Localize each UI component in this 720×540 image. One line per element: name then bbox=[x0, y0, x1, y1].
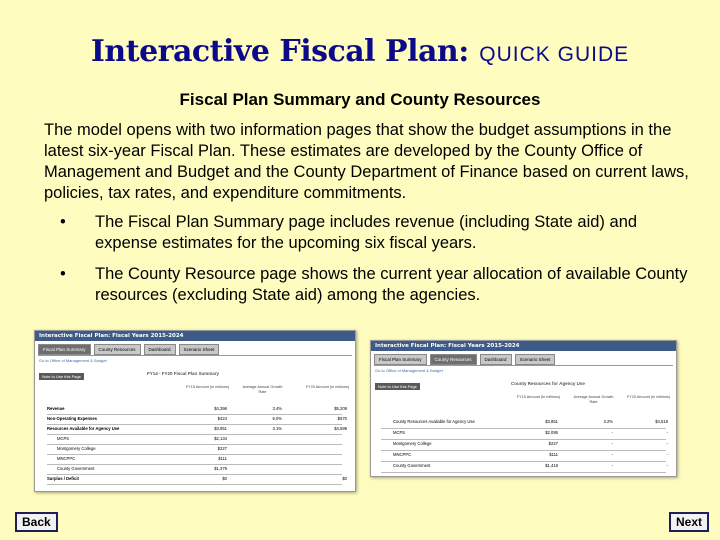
table-row-divider bbox=[381, 428, 666, 429]
intro-paragraph: The model opens with two information pages that show the budget assumptions in the latest six-year Fiscal Plan. These estimates are developed by the County Office of Management and Budget and the County Department of Finance based on current laws, policies, tax rates, and expenditure commitments. bbox=[44, 121, 689, 202]
table-cell: $111 bbox=[218, 456, 227, 461]
table-row-divider bbox=[47, 454, 342, 455]
screenshot-window-title: Interactive Fiscal Plan: Fiscal Years 2015-2024 bbox=[35, 331, 355, 341]
table-cell: $4,396 bbox=[214, 406, 227, 411]
bullet-text: The County Resource page shows the current year allocation of available County resources (excluding State aid) among the agencies. bbox=[95, 265, 688, 304]
table-cell: $3,851 bbox=[545, 419, 558, 424]
table-row-divider bbox=[47, 434, 342, 435]
table-cell: $4,599 bbox=[334, 426, 347, 431]
table-row-label: Montgomery College bbox=[393, 441, 432, 446]
table-row-label: MCPS bbox=[57, 436, 70, 441]
table-row-label: MNCPPC bbox=[57, 456, 76, 461]
table-cell: $227 bbox=[548, 441, 558, 446]
tab-dashboard: Dashboard bbox=[480, 354, 512, 365]
column-header: FY20 Amount (in millions) bbox=[305, 385, 350, 389]
table-cell: - bbox=[666, 430, 668, 435]
slide-title bbox=[0, 34, 720, 69]
table-row-divider bbox=[47, 484, 342, 485]
table-row-label: County Resources Available for Agency Use bbox=[393, 419, 475, 424]
table-cell: $2,095 bbox=[545, 430, 558, 435]
table-row-divider bbox=[47, 424, 342, 425]
tab-scenario-sheet: Scenario Sheet bbox=[515, 354, 556, 365]
bullet-item bbox=[60, 212, 700, 254]
bullet-text: The Fiscal Plan Summary page includes revenue (including State aid) and expense estimates for the upcoming six fiscal years. bbox=[95, 213, 638, 252]
tab-fiscal-plan-summary: Fiscal Plan Summary bbox=[374, 354, 427, 365]
table-row-divider bbox=[47, 474, 342, 475]
table-cell: $0 bbox=[222, 476, 227, 481]
table-cell: $4,518 bbox=[655, 419, 668, 424]
table-row-divider bbox=[381, 450, 666, 451]
table-cell: - bbox=[611, 430, 613, 435]
bullet-marker: • bbox=[60, 265, 66, 283]
table-row-divider bbox=[47, 464, 342, 465]
tab-county-resources: County Resources bbox=[430, 354, 477, 365]
table-row-label: Revenue bbox=[47, 406, 65, 411]
table-row-label: Non-Operating Expenses bbox=[47, 416, 98, 421]
table-cell: - bbox=[611, 463, 613, 468]
table-row-divider bbox=[381, 472, 666, 473]
table-row-label: Resources Available for Agency Use bbox=[47, 426, 120, 431]
tab-fiscal-plan-summary: Fiscal Plan Summary bbox=[38, 344, 91, 355]
table-row-divider bbox=[47, 414, 342, 415]
column-header: Average Annual Growth Rate bbox=[573, 395, 614, 404]
bullet-marker: • bbox=[60, 213, 66, 231]
table-row-label: MNCPPC bbox=[393, 452, 412, 457]
tab-county-resources: County Resources bbox=[94, 344, 141, 355]
how-to-use-button: Note to Use this Page bbox=[375, 383, 420, 390]
table-cell: 3.1% bbox=[272, 426, 282, 431]
summary-heading: FY14 - FY20 Fiscal Plan Summary bbox=[147, 371, 220, 376]
table-cell: $0 bbox=[342, 476, 347, 481]
table-cell: - bbox=[666, 452, 668, 457]
table-cell: $424 bbox=[217, 416, 227, 421]
table-cell: 3.4% bbox=[272, 406, 282, 411]
section-subtitle: Fiscal Plan Summary and County Resources bbox=[179, 90, 541, 109]
table-cell: $2,134 bbox=[214, 436, 227, 441]
table-cell: - bbox=[666, 441, 668, 446]
how-to-use-button: Note to Use this Page bbox=[39, 373, 84, 380]
tab-dashboard: Dashboard bbox=[144, 344, 176, 355]
county-resources-screenshot bbox=[370, 340, 677, 477]
fiscal-plan-summary-screenshot bbox=[34, 330, 356, 492]
back-button[interactable]: Back bbox=[15, 512, 58, 532]
omb-link: Go to Office of Management & Budget bbox=[375, 368, 443, 373]
screenshot-window-title: Interactive Fiscal Plan: Fiscal Years 2015-2024 bbox=[371, 341, 676, 351]
table-cell: $227 bbox=[217, 446, 227, 451]
column-header: FY15 Amount (in millions) bbox=[516, 395, 561, 399]
bullet-list bbox=[60, 212, 700, 316]
screenshot-tabs bbox=[35, 341, 355, 355]
table-row-label: Surplus / Deficit bbox=[47, 476, 79, 481]
table-cell: - bbox=[611, 452, 613, 457]
table-cell: - bbox=[611, 441, 613, 446]
tab-scenario-sheet: Scenario Sheet bbox=[179, 344, 220, 355]
table-row-label: Montgomery College bbox=[57, 446, 96, 451]
table-row-label: County Government bbox=[57, 466, 95, 471]
column-header: FY15 Amount (in millions) bbox=[185, 385, 230, 389]
table-cell: - bbox=[666, 463, 668, 468]
bullet-item bbox=[60, 264, 700, 306]
table-cell: $1,379 bbox=[214, 466, 227, 471]
table-cell: $1,418 bbox=[545, 463, 558, 468]
table-cell: 3.2% bbox=[603, 419, 613, 424]
column-header: Average Annual Growth Rate bbox=[242, 385, 283, 394]
table-cell: $5,209 bbox=[334, 406, 347, 411]
table-cell: 6.0% bbox=[272, 416, 282, 421]
table-cell: $3,951 bbox=[214, 426, 227, 431]
screenshot-tabs bbox=[371, 351, 676, 365]
next-button[interactable]: Next bbox=[669, 512, 709, 532]
table-cell: $570 bbox=[337, 416, 347, 421]
table-row-divider bbox=[381, 461, 666, 462]
table-row-label: MCPS bbox=[393, 430, 406, 435]
title-sub: QUICK GUIDE bbox=[479, 43, 630, 66]
table-row-divider bbox=[47, 444, 342, 445]
column-header: FY20 Amount (in millions) bbox=[626, 395, 671, 399]
resources-heading: County Resources for Agency Use bbox=[511, 381, 585, 386]
title-main: Interactive Fiscal Plan: bbox=[90, 34, 469, 69]
table-cell: $111 bbox=[549, 452, 558, 457]
table-row-label: County Government bbox=[393, 463, 431, 468]
omb-link: Go to Office of Management & Budget bbox=[39, 358, 107, 363]
table-row-divider bbox=[381, 439, 666, 440]
